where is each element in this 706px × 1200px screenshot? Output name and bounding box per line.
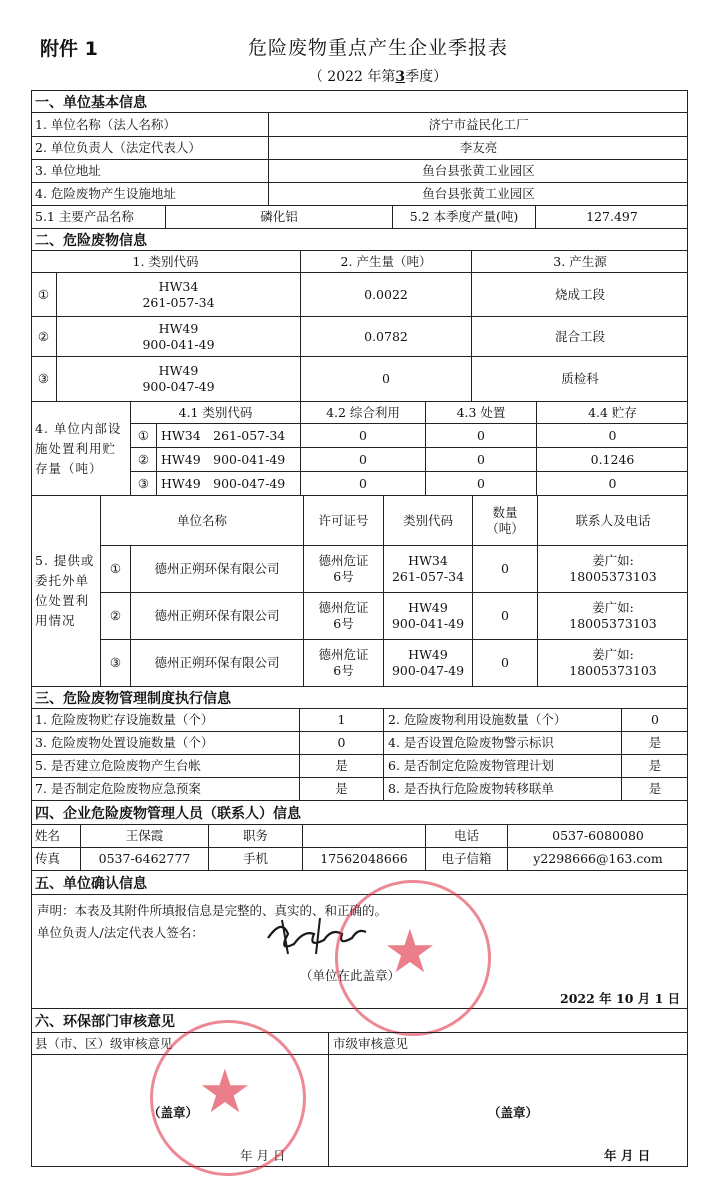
license-line-1: 德州危证 — [318, 647, 369, 663]
mgmt-row-2-label-b: 4. 是否设置危险废物警示标识 — [384, 732, 622, 755]
waste-item-2-source: 混合工段 — [472, 317, 688, 357]
county-seal-star-icon: ★ — [198, 1057, 252, 1127]
external-code-header: 类别代码 — [384, 496, 473, 546]
internal-row-1-store: 0 — [537, 424, 688, 448]
waste-source-header: 3. 产生源 — [472, 251, 688, 273]
item-number: ② — [37, 328, 50, 344]
internal-row-3-no — [131, 472, 157, 496]
contact-mobile-label: 手机 — [209, 848, 303, 871]
external-row-3-qty: 0 — [473, 640, 538, 687]
facility-address-label: 4. 危险废物产生设施地址 — [31, 183, 269, 206]
contact-post-label: 职务 — [209, 825, 303, 848]
section-management-title: 三、危险废物管理制度执行信息 — [31, 687, 688, 709]
quarter-line — [0, 66, 706, 86]
item-number: ② — [109, 608, 122, 624]
code-line-2: 900-047-49 — [391, 663, 465, 678]
city-seal-label: （盖章） — [488, 1105, 539, 1120]
internal-row-2-code: HW49 900-041-49 — [157, 448, 301, 472]
contact-post-value — [303, 825, 426, 848]
external-row-1-no — [101, 546, 131, 593]
mgmt-row-1-label-b: 2. 危险废物利用设施数量（个） — [384, 709, 622, 732]
external-row-3-no — [101, 640, 131, 687]
item-number: ① — [37, 286, 50, 302]
internal-row-3-store: 0 — [537, 472, 688, 496]
section-waste-info-title: 二、危险废物信息 — [31, 229, 688, 251]
external-row-2-code — [384, 593, 473, 640]
code-line-2: 261-057-34 — [391, 569, 465, 584]
contact-name: 姜广如: — [592, 553, 634, 569]
waste-item-1-source: 烧成工段 — [472, 273, 688, 317]
waste-code-header: 1. 类别代码 — [31, 251, 301, 273]
responsible-value: 李友亮 — [269, 137, 688, 160]
mgmt-row-4-label-a: 7. 是否制定危险废物应急预案 — [31, 778, 300, 801]
waste-amount-header: 2. 产生量（吨） — [301, 251, 472, 273]
declaration-text: 声明：本表及其附件所填报信息是完整的、真实的、和正确的。 — [37, 903, 388, 918]
report-title: 危险废物重点产生企业季报表 — [247, 37, 508, 59]
mgmt-row-3-value-a: 是 — [300, 755, 384, 778]
internal-row-1-dispose: 0 — [426, 424, 537, 448]
mgmt-row-2-value-a: 0 — [300, 732, 384, 755]
internal-row-2-use: 0 — [301, 448, 426, 472]
waste-item-3-code — [57, 357, 301, 402]
license-line-1: 德州危证 — [318, 600, 369, 616]
product-name-label: 5.1 主要产品名称 — [31, 206, 166, 229]
county-review-date: 年 月 日 — [240, 1148, 286, 1163]
external-row-2-license — [304, 593, 384, 640]
external-license-header: 许可证号 — [304, 496, 384, 546]
waste-item-3-source: 质检科 — [472, 357, 688, 402]
waste-item-3-amount: 0 — [301, 357, 472, 402]
code-line-1: HW34 — [158, 278, 199, 294]
contact-phone: 18005373103 — [569, 569, 657, 584]
item-number: ① — [137, 427, 150, 443]
external-row-1-code — [384, 546, 473, 593]
quarter-suffix: 季度） — [405, 69, 448, 85]
contact-phone-value: 0537-6080080 — [508, 825, 688, 848]
responsible-label: 2. 单位负责人（法定代表人） — [31, 137, 269, 160]
external-row-2-contact — [538, 593, 688, 640]
internal-use-header: 4.2 综合利用 — [301, 402, 426, 424]
contact-mobile-value: 17562048666 — [303, 848, 426, 871]
external-row-1-qty: 0 — [473, 546, 538, 593]
contact-fax-value: 0537-6462777 — [81, 848, 209, 871]
internal-dispose-header: 4.3 处置 — [426, 402, 537, 424]
signature-label: 单位负责人/法定代表人签名： — [37, 925, 204, 940]
waste-item-1-code — [57, 273, 301, 317]
internal-row-1-no — [131, 424, 157, 448]
internal-row-1-code: HW34 261-057-34 — [157, 424, 301, 448]
internal-row-3-dispose: 0 — [426, 472, 537, 496]
external-row-2-qty: 0 — [473, 593, 538, 640]
license-line-2: 6号 — [333, 663, 354, 678]
external-row-1-name: 德州正朔环保有限公司 — [131, 546, 304, 593]
unit-address-label: 3. 单位地址 — [31, 160, 269, 183]
facility-address-value: 鱼台县张黄工业园区 — [269, 183, 688, 206]
contact-name: 姜广如: — [592, 647, 634, 663]
mgmt-row-2-label-a: 3. 危险废物处置设施数量（个） — [31, 732, 300, 755]
waste-item-2-no — [31, 317, 57, 357]
unit-address-value: 鱼台县张黄工业园区 — [269, 160, 688, 183]
city-review-date: 年 月 日 — [604, 1148, 651, 1163]
code-line-1: HW34 — [408, 553, 448, 569]
city-review-label: 市级审核意见 — [329, 1033, 688, 1055]
quarter-prefix: （ 2022 年第 — [308, 69, 396, 85]
mgmt-row-4-value-a: 是 — [300, 778, 384, 801]
internal-row-2-no — [131, 448, 157, 472]
contact-fax-label: 传真 — [31, 848, 81, 871]
product-name-value: 磷化铝 — [166, 206, 393, 229]
company-seal-star-icon: ★ — [383, 917, 437, 987]
internal-row-3-use: 0 — [301, 472, 426, 496]
contact-phone: 18005373103 — [569, 663, 657, 678]
code-line-1: HW49 — [158, 363, 199, 379]
external-row-3-contact — [538, 640, 688, 687]
seal-note: （单位在此盖章） — [300, 968, 401, 983]
output-label: 5.2 本季度产量(吨) — [393, 206, 536, 229]
contact-name: 姜广如: — [592, 600, 634, 616]
code-line-1: HW49 — [408, 647, 448, 663]
item-number: ③ — [109, 655, 122, 671]
internal-row-2-dispose: 0 — [426, 448, 537, 472]
contact-name-value: 王保霞 — [81, 825, 209, 848]
contact-name-label: 姓名 — [31, 825, 81, 848]
waste-item-1-no — [31, 273, 57, 317]
license-line-2: 6号 — [333, 569, 354, 584]
unit-name-value: 济宁市益民化工厂 — [269, 113, 688, 137]
external-row-1-license — [304, 546, 384, 593]
external-row-3-code — [384, 640, 473, 687]
license-line-1: 德州危证 — [318, 553, 369, 569]
quarter-number: 3 — [395, 69, 406, 85]
item-number: ③ — [37, 371, 50, 387]
external-row-2-no — [101, 593, 131, 640]
mgmt-row-3-label-a: 5. 是否建立危险废物产生台帐 — [31, 755, 300, 778]
confirm-date: 2022 年 10 月 1 日 — [560, 991, 681, 1006]
mgmt-row-1-label-a: 1. 危险废物贮存设施数量（个） — [31, 709, 300, 732]
unit-name-label: 1. 单位名称（法人名称） — [31, 113, 269, 137]
internal-row-1-use: 0 — [301, 424, 426, 448]
contact-email-label: 电子信箱 — [426, 848, 508, 871]
external-disposal-label: 5. 提供或委托外单位处置利用情况 — [31, 496, 101, 687]
county-seal-label: （盖章） — [148, 1105, 199, 1120]
contact-phone: 18005373103 — [569, 616, 657, 631]
section-contact-title: 四、企业危险废物管理人员（联系人）信息 — [31, 801, 688, 825]
item-number: ③ — [137, 475, 150, 491]
code-line-2: 261-057-34 — [142, 294, 215, 310]
contact-phone-label: 电话 — [426, 825, 508, 848]
section-confirm-title: 五、单位确认信息 — [31, 871, 688, 895]
external-qty-header: 数量（吨） — [473, 496, 538, 546]
waste-item-1-amount: 0.0022 — [301, 273, 472, 317]
mgmt-row-2-value-b: 是 — [622, 732, 688, 755]
internal-row-2-store: 0.1246 — [537, 448, 688, 472]
code-line-1: HW49 — [408, 600, 448, 616]
waste-item-3-no — [31, 357, 57, 402]
item-number: ① — [109, 561, 122, 577]
section-review-title: 六、环保部门审核意见 — [31, 1009, 688, 1033]
mgmt-row-1-value-a: 1 — [300, 709, 384, 732]
external-row-1-contact — [538, 546, 688, 593]
mgmt-row-3-value-b: 是 — [622, 755, 688, 778]
mgmt-row-4-value-b: 是 — [622, 778, 688, 801]
internal-disposal-label: 4. 单位内部设施处置利用贮存量（吨） — [31, 402, 131, 496]
mgmt-row-4-label-b: 8. 是否执行危险废物转移联单 — [384, 778, 622, 801]
internal-row-3-code: HW49 900-047-49 — [157, 472, 301, 496]
internal-store-header: 4.4 贮存 — [537, 402, 688, 424]
external-row-3-license — [304, 640, 384, 687]
license-line-2: 6号 — [333, 616, 354, 631]
waste-item-2-amount: 0.0782 — [301, 317, 472, 357]
attachment-label: 附件 1 — [40, 38, 98, 60]
mgmt-row-3-label-b: 6. 是否制定危险废物管理计划 — [384, 755, 622, 778]
code-line-2: 900-041-49 — [391, 616, 465, 631]
contact-email-value: y2298666@163.com — [508, 848, 688, 871]
external-name-header: 单位名称 — [101, 496, 304, 546]
code-line-1: HW49 — [158, 320, 199, 336]
external-row-2-name: 德州正朔环保有限公司 — [131, 593, 304, 640]
code-line-2: 900-041-49 — [142, 336, 215, 352]
external-row-3-name: 德州正朔环保有限公司 — [131, 640, 304, 687]
section-basic-info-title: 一、单位基本信息 — [31, 91, 688, 113]
output-value: 127.497 — [536, 206, 688, 229]
mgmt-row-1-value-b: 0 — [622, 709, 688, 732]
county-review-label: 县（市、区）级审核意见 — [31, 1033, 329, 1055]
code-line-2: 900-047-49 — [142, 379, 215, 394]
waste-item-2-code — [57, 317, 301, 357]
item-number: ② — [137, 451, 150, 467]
external-contact-header: 联系人及电话 — [538, 496, 688, 546]
internal-code-header: 4.1 类别代码 — [131, 402, 301, 424]
